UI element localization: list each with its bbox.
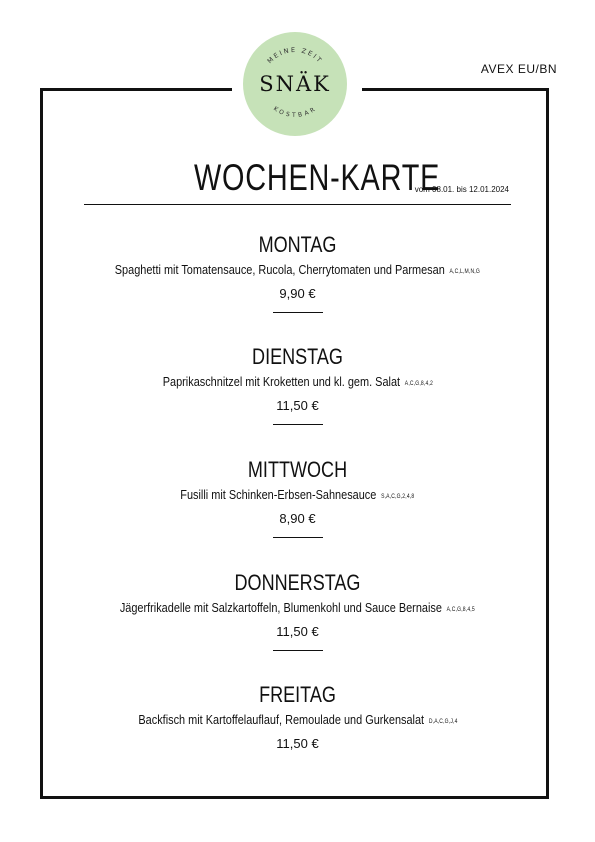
svg-text:MEINE ZEIT [266,46,325,65]
allergen-codes: A,C,G,8,4,2 [404,381,433,387]
dish-price: 11,50 € [276,624,319,639]
day-name: FREITAG [259,682,336,707]
allergen-codes: A,C,G,8,4,5 [446,607,476,613]
day-name: MONTAG [258,232,337,257]
dish-line [40,600,555,618]
allergen-codes: A,C,L,M,N,G [449,269,481,275]
day-block-thursday [40,570,555,651]
dish-description: Spaghetti mit Tomatensauce, Rucola, Cherrytomaten und Parmesan A,C,L,M,N,G [114,262,481,277]
dish-description: Paprikaschnitzel mit Kroketten und kl. gem. Salat A,C,G,8,4,2 [162,374,433,389]
allergen-codes: D,A,C,G,J,4 [428,719,458,725]
dish-line [40,262,555,280]
dish-description: Backfisch mit Kartoffelauflauf, Remoulade und Gurkensalat D,A,C,G,J,4 [137,712,458,727]
day-block-wednesday [40,457,555,538]
divider [273,312,323,313]
svg-text:KOSTBAR [272,105,318,119]
date-range: vom 08.01. bis 12.01.2024 [414,185,509,194]
divider [273,424,323,425]
logo-tagline-top: MEINE ZEIT [265,45,325,66]
dish-description: Jägerfrikadelle mit Salzkartoffeln, Blumenkohl und Sauce Bernaise A,C,G,8,4,5 [119,600,476,615]
day-name: MITTWOCH [247,457,348,482]
menu-title: WOCHEN-KARTE [194,157,441,198]
logo-tagline-bottom: KOSTBAR [272,105,318,119]
day-block-tuesday [40,344,555,425]
dish-line [40,374,555,392]
menu-header [84,156,511,205]
dish-price: 9,90 € [279,286,316,301]
dish-line [40,712,555,730]
logo-arc-text [243,32,347,136]
snaek-logo [243,32,347,136]
day-name: DIENSTAG [252,344,343,369]
logo-name: SNÄK [259,72,331,96]
day-name: DONNERSTAG [234,570,361,595]
day-block-monday [40,232,555,313]
divider [273,650,323,651]
dish-price: 8,90 € [279,511,316,526]
dish-line [40,487,555,505]
day-block-friday [40,682,555,752]
divider [273,537,323,538]
dish-price: 11,50 € [276,398,319,413]
allergen-codes: S,A,C,G,2,4,8 [381,494,415,500]
dish-price: 11,50 € [276,736,319,751]
dish-description: Fusilli mit Schinken-Erbsen-Sahnesauce S,A,C,G,2,4,8 [180,487,415,502]
company-code: AVEX EU/BN [480,62,557,76]
